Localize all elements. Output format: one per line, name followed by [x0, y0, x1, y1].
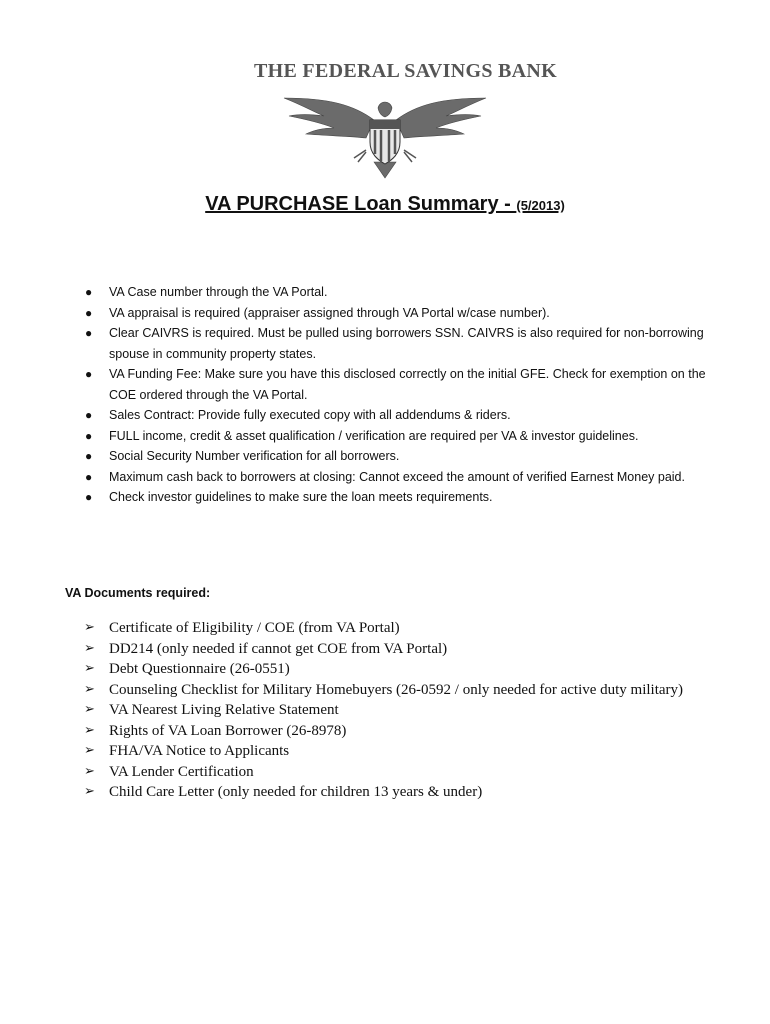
- list-item: ➢ Rights of VA Loan Borrower (26-8978): [84, 721, 724, 742]
- bullet-icon: ●: [85, 305, 93, 320]
- bullet-icon: ●: [85, 449, 93, 463]
- title-date: (5/2013): [516, 198, 565, 213]
- list-item: ● VA appraisal is required (appraiser assigned through VA Portal w/case number).: [84, 303, 724, 324]
- requirements-list: [84, 282, 724, 508]
- arrow-bullet-icon: ➢: [84, 743, 95, 758]
- arrow-bullet-icon: ➢: [84, 702, 95, 717]
- list-item: ● VA Funding Fee: Make sure you have this disclosed correctly on the initial GFE. Check for exemption on the COE ordered through the VA Portal.: [84, 364, 724, 405]
- arrow-bullet-icon: ➢: [84, 784, 95, 799]
- bullet-icon: ●: [85, 285, 93, 299]
- bank-name: THE FEDERAL SAVINGS BANK: [254, 60, 558, 82]
- arrow-bullet-icon: ➢: [84, 620, 95, 635]
- arrow-bullet-icon: ➢: [84, 681, 95, 697]
- list-item: ➢ VA Nearest Living Relative Statement: [84, 700, 724, 721]
- bullet-icon: ●: [85, 408, 93, 422]
- list-item: ➢ VA Lender Certification: [84, 762, 724, 783]
- list-item: ➢ Counseling Checklist for Military Homebuyers (26-0592 / only needed for active duty military): [84, 680, 724, 701]
- page-title: [0, 193, 770, 216]
- arrow-bullet-icon: ➢: [84, 763, 95, 779]
- list-item: ● Sales Contract: Provide fully executed copy with all addendums & riders.: [84, 405, 724, 426]
- list-item: ➢ Child Care Letter (only needed for children 13 years & under): [84, 782, 724, 803]
- list-item: ● Maximum cash back to borrowers at closing: Cannot exceed the amount of verified Earnest Money paid.: [84, 467, 724, 488]
- title-main: VA PURCHASE Loan Summary -: [205, 193, 517, 215]
- bullet-icon: ●: [85, 326, 93, 340]
- bullet-icon: ●: [85, 367, 93, 381]
- bullet-icon: ●: [85, 428, 93, 443]
- documents-heading: VA Documents required:: [65, 586, 211, 600]
- list-item: ➢ DD214 (only needed if cannot get COE from VA Portal): [84, 639, 724, 660]
- arrow-bullet-icon: ➢: [84, 722, 95, 738]
- documents-list: [84, 618, 724, 803]
- list-item: ➢ FHA/VA Notice to Applicants: [84, 741, 724, 762]
- list-item: ➢ Debt Questionnaire (26-0551): [84, 659, 724, 680]
- list-item: ● VA Case number through the VA Portal.: [84, 282, 724, 303]
- arrow-bullet-icon: ➢: [84, 640, 95, 656]
- list-item: ● Clear CAIVRS is required. Must be pulled using borrowers SSN. CAIVRS is also required for non-borrowing spouse in community property states.: [84, 323, 724, 364]
- list-item: ● Check investor guidelines to make sure the loan meets requirements.: [84, 487, 724, 508]
- list-item: ● Social Security Number verification for all borrowers.: [84, 446, 724, 467]
- eagle-shield-icon: [254, 80, 516, 180]
- arrow-bullet-icon: ➢: [84, 661, 95, 676]
- bullet-icon: ●: [85, 490, 93, 504]
- bank-logo: [254, 60, 558, 180]
- list-item: ● FULL income, credit & asset qualification / verification are required per VA & investor guidelines.: [84, 426, 724, 447]
- list-item: ➢ Certificate of Eligibility / COE (from VA Portal): [84, 618, 724, 639]
- bullet-icon: ●: [85, 469, 93, 484]
